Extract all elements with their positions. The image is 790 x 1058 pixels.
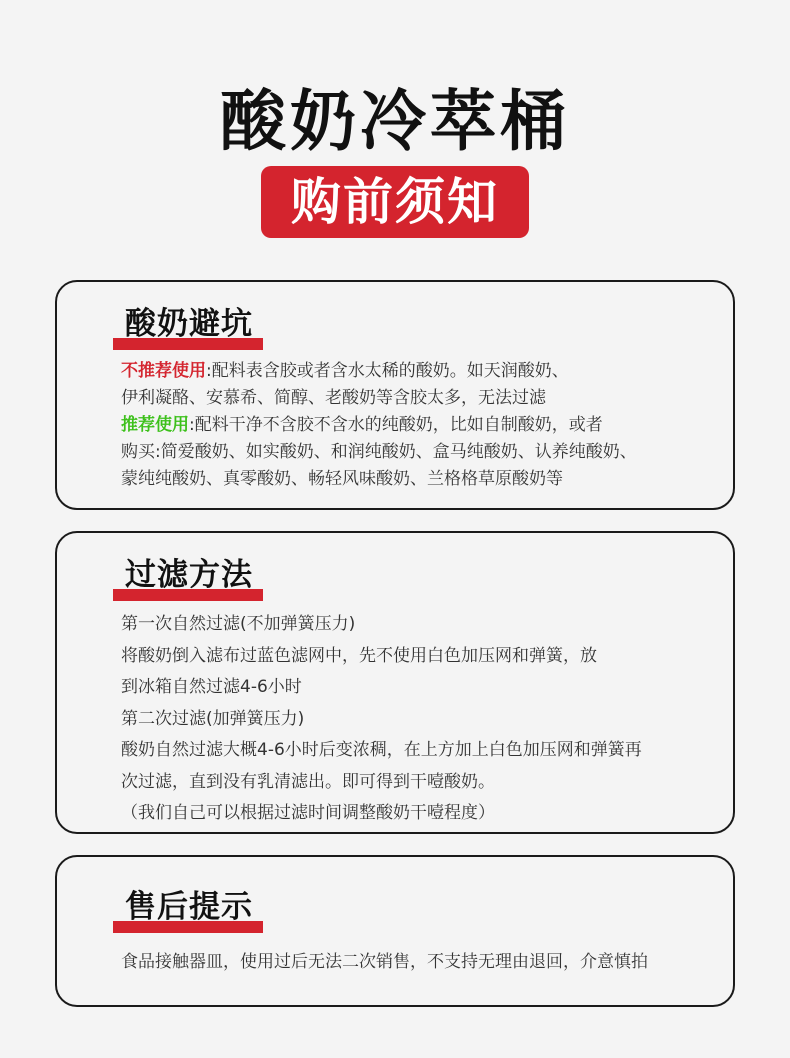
filter-line: 酸奶自然过滤大概4-6小时后变浓稠，在上方加上白色加压网和弹簧再 (121, 740, 642, 760)
after-sales-line: 食品接触器皿，使用过后无法二次销售，不支持无理由退回，介意慎拍 (121, 952, 648, 972)
subtitle-badge: 购前须知 (261, 166, 529, 238)
not-recommended-line-2: 伊利凝酪、安慕希、简醇、老酸奶等含胶太多，无法过滤 (121, 388, 546, 408)
not-recommended-label: 不推荐使用 (121, 361, 206, 381)
filter-line: 次过滤，直到没有乳清滤出。即可得到干噎酸奶。 (121, 771, 495, 792)
section-heading-after-sales (113, 887, 253, 933)
section-heading-pitfalls (113, 304, 253, 350)
filter-line: （我们自己可以根据过滤时间调整酸奶干噎程度） (121, 803, 495, 823)
page-title: 酸奶冷萃桶 (220, 83, 570, 160)
section-heading-text: 酸奶避坑 (125, 306, 253, 342)
section-heading-filter (113, 555, 253, 601)
filter-line: 第一次自然过滤(不加弹簧压力) (121, 614, 356, 634)
after-sales-body (121, 947, 703, 977)
recommended-text: :配料干净不含胶不含水的纯酸奶，比如自制酸奶，或者 (189, 415, 603, 435)
recommended-line-2: 购买:简爱酸奶、如实酸奶、和润纯酸奶、盒马纯酸奶、认养纯酸奶、 (121, 442, 637, 462)
not-recommended-text: :配料表含胶或者含水太稀的酸奶。如天润酸奶、 (206, 361, 569, 381)
filter-line: 第二次过滤(加弹簧压力) (121, 708, 305, 729)
after-sales-card (55, 855, 735, 1007)
filter-line: 将酸奶倒入滤布过蓝色滤网中，先不使用白色加压网和弹簧，放 (121, 645, 597, 666)
section-heading-text: 过滤方法 (125, 557, 253, 593)
pitfalls-body (121, 358, 703, 493)
yogurt-pitfalls-card (55, 280, 735, 510)
recommended-line (121, 412, 703, 439)
section-heading-text: 售后提示 (125, 889, 253, 925)
filter-method-body (121, 609, 703, 830)
filter-line: 到冰箱自然过滤4-6小时 (121, 677, 302, 697)
filter-method-card (55, 531, 735, 834)
recommended-line-3: 蒙纯纯酸奶、真零酸奶、畅轻风味酸奶、兰格格草原酸奶等 (121, 469, 563, 489)
recommended-label: 推荐使用 (121, 415, 189, 435)
not-recommended-line (121, 358, 703, 385)
